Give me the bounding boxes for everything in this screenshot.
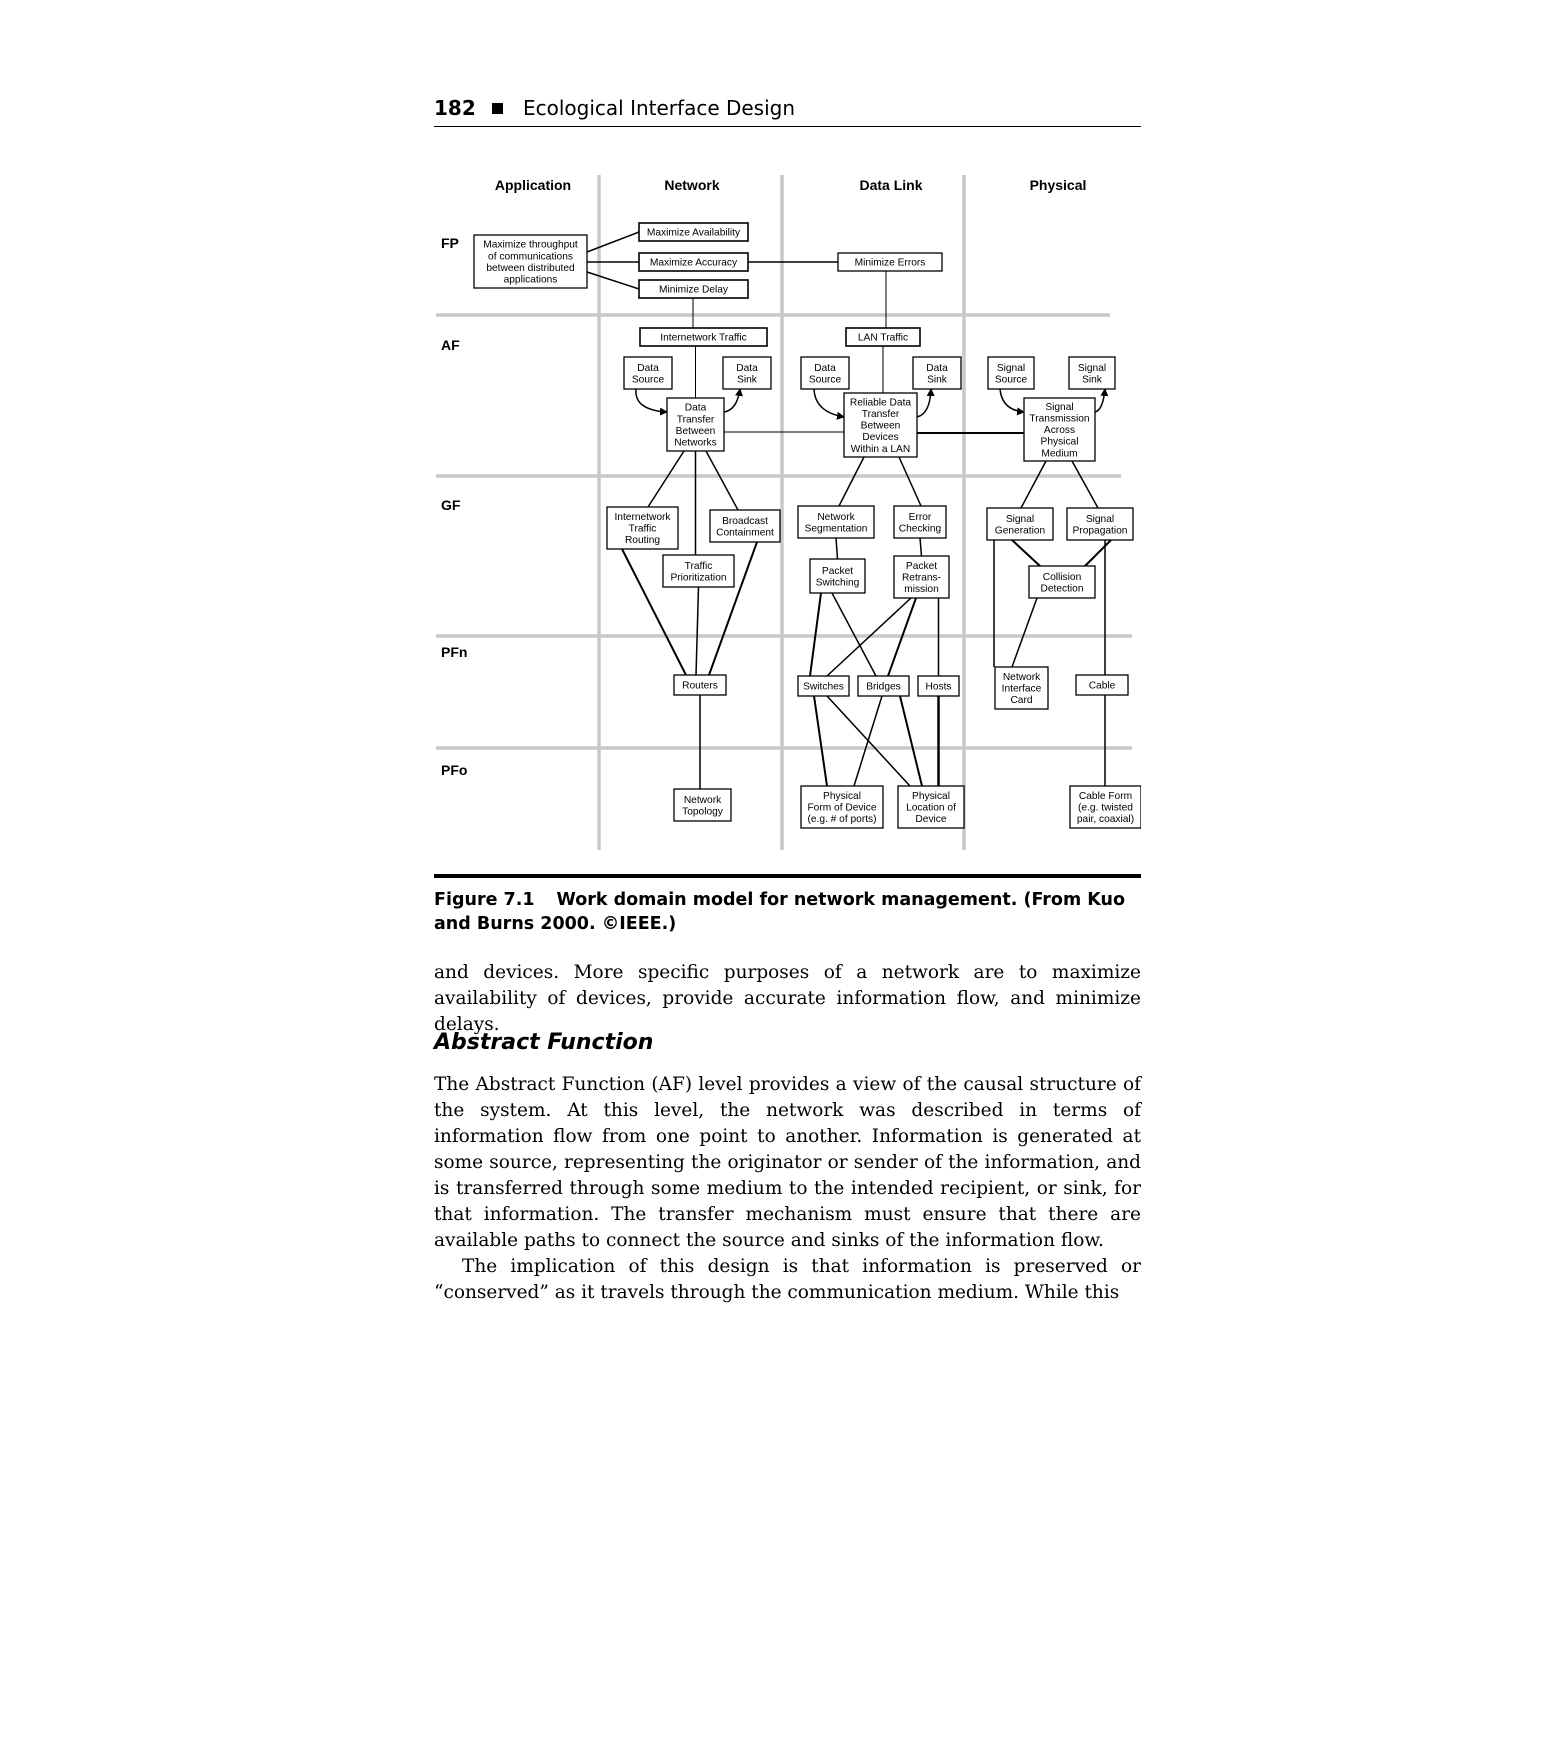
node-text: Propagation bbox=[1072, 525, 1128, 537]
node-text: Minimize Delay bbox=[658, 284, 729, 296]
node-text: Network bbox=[817, 511, 855, 523]
row-label-pfo: PFo bbox=[441, 762, 468, 778]
node-text: Signal bbox=[1077, 362, 1107, 374]
body-paragraph-3: The implication of this design is that information is preserved or “conserved” as it travels through the communication medium. While this bbox=[434, 1256, 1141, 1303]
arrow-source-to-transfer-datalink bbox=[814, 389, 844, 417]
link-19 bbox=[920, 538, 922, 556]
node-text: LAN Traffic bbox=[857, 332, 909, 344]
node-text: Hosts bbox=[925, 681, 952, 693]
node-text: Devices bbox=[862, 432, 899, 444]
arrow-transfer-to-sink-datalink bbox=[917, 389, 931, 417]
node-sig-prop bbox=[1067, 508, 1133, 540]
node-switches bbox=[798, 676, 849, 696]
node-text: Card bbox=[1010, 695, 1033, 707]
node-text: Switching bbox=[815, 577, 860, 589]
node-hosts bbox=[918, 676, 959, 696]
node-sig-sink bbox=[1069, 357, 1115, 389]
section-heading: Abstract Function bbox=[434, 1030, 654, 1055]
node-text: Physical bbox=[823, 790, 861, 802]
link-13 bbox=[706, 451, 738, 510]
node-text: Networks bbox=[674, 437, 717, 449]
node-net-ds bbox=[624, 357, 672, 389]
node-net-seg bbox=[798, 506, 874, 538]
figure-rule bbox=[434, 874, 1141, 878]
figure-caption-text: Work domain model for network management. (From Kuo and Burns 2000. ©IEEE.) bbox=[434, 890, 1126, 934]
work-domain-diagram bbox=[434, 160, 1141, 850]
node-min-err bbox=[838, 253, 942, 271]
node-text: Data bbox=[637, 362, 659, 374]
node-text: Data bbox=[684, 402, 707, 414]
node-text: Network bbox=[683, 794, 722, 806]
node-text: Source bbox=[994, 374, 1028, 386]
node-text: of communications bbox=[488, 251, 573, 263]
node-text: Physical bbox=[912, 790, 950, 802]
figure-label: Figure 7.1 bbox=[434, 890, 535, 910]
node-nic bbox=[995, 667, 1048, 709]
node-text: between distributed bbox=[486, 262, 575, 274]
link-31 bbox=[1012, 598, 1037, 667]
link-36 bbox=[854, 696, 882, 786]
node-text: Containment bbox=[716, 527, 774, 539]
node-text: Segmentation bbox=[804, 523, 868, 535]
node-cable-form bbox=[1070, 786, 1141, 828]
node-text: Transmission bbox=[1029, 413, 1090, 425]
node-text: Routing bbox=[624, 535, 661, 547]
node-err-check bbox=[894, 506, 946, 538]
node-text: Data bbox=[736, 362, 758, 374]
node-text: Across bbox=[1043, 425, 1076, 437]
body-paragraph-1: and devices. More specific purposes of a network are to maximize availability of devices, provide accurate information flow, and minimize delays. bbox=[434, 962, 1141, 1035]
node-sig-tx bbox=[1024, 398, 1095, 461]
node-text: Signal bbox=[1005, 513, 1035, 525]
node-routers bbox=[674, 675, 726, 695]
link-17 bbox=[1072, 461, 1098, 508]
node-text: applications bbox=[503, 274, 558, 286]
link-37 bbox=[900, 696, 922, 786]
node-phys-form bbox=[801, 786, 883, 828]
node-text: Signal bbox=[996, 362, 1026, 374]
node-text: Sink bbox=[737, 374, 757, 386]
node-rdt bbox=[844, 393, 917, 457]
node-text: Routers bbox=[682, 680, 718, 692]
node-traffic-prio bbox=[663, 555, 734, 587]
node-text: Maximize throughput bbox=[483, 239, 578, 251]
node-dl-dk bbox=[913, 357, 961, 389]
row-label-fp: FP bbox=[441, 235, 459, 251]
node-net-dk bbox=[723, 357, 771, 389]
node-text: Form of Device bbox=[807, 802, 877, 814]
link-15 bbox=[899, 457, 921, 506]
node-inet-routing bbox=[607, 507, 678, 549]
node-text: Prioritization bbox=[670, 572, 727, 584]
link-14 bbox=[839, 457, 864, 506]
node-text: Transfer bbox=[861, 408, 900, 420]
node-text: Sink bbox=[1082, 374, 1102, 386]
column-label-3: Data Link bbox=[859, 177, 923, 193]
node-text: Bridges bbox=[866, 681, 901, 693]
link-23 bbox=[696, 587, 699, 675]
node-text: Error bbox=[908, 511, 932, 523]
link-20 bbox=[1012, 540, 1040, 566]
column-label-4: Physical bbox=[1029, 177, 1087, 193]
node-text: Data bbox=[926, 362, 948, 374]
node-text: Internetwork bbox=[614, 511, 671, 523]
node-bcast bbox=[710, 510, 780, 542]
link-1 bbox=[587, 232, 639, 252]
node-cable bbox=[1076, 675, 1128, 695]
row-label-pfn: PFn bbox=[441, 644, 468, 660]
work-domain-figure bbox=[434, 160, 1141, 855]
node-phys-loc bbox=[898, 786, 964, 828]
node-text: Source bbox=[808, 374, 842, 386]
node-text: (e.g. twisted bbox=[1078, 802, 1133, 814]
node-text: Cable bbox=[1088, 680, 1116, 692]
arrow-transfer-to-sink-network bbox=[724, 389, 740, 412]
node-text: Maximize Availability bbox=[646, 227, 741, 239]
page-header bbox=[434, 96, 1141, 127]
node-text: Checking bbox=[898, 523, 942, 535]
node-text: Signal bbox=[1045, 401, 1074, 413]
node-text: Switches bbox=[803, 681, 844, 693]
node-text: Device bbox=[915, 814, 947, 826]
node-text: Within a LAN bbox=[850, 443, 911, 455]
node-max-avail bbox=[639, 223, 748, 241]
node-lan-traffic bbox=[846, 328, 920, 346]
node-text: Data bbox=[814, 362, 836, 374]
node-text: mission bbox=[904, 584, 939, 596]
arrow-transfer-to-sink-physical bbox=[1095, 389, 1105, 412]
link-11 bbox=[648, 451, 684, 507]
row-label-af: AF bbox=[441, 337, 460, 353]
node-text: Generation bbox=[994, 525, 1046, 537]
node-text: (e.g. # of ports) bbox=[807, 814, 877, 826]
node-sig-gen bbox=[987, 508, 1053, 540]
node-pkt-sw bbox=[810, 559, 865, 593]
node-text: Packet bbox=[821, 565, 854, 577]
column-label-2: Network bbox=[664, 177, 720, 193]
node-app-fp bbox=[474, 235, 587, 288]
node-text: Between bbox=[860, 420, 901, 432]
arrow-source-to-transfer-physical bbox=[1000, 389, 1024, 412]
node-dl-ds bbox=[801, 357, 849, 389]
node-pkt-retx bbox=[894, 556, 949, 598]
node-text: Signal bbox=[1085, 513, 1115, 525]
node-text: Medium bbox=[1041, 448, 1078, 460]
node-text: Source bbox=[631, 374, 665, 386]
node-text: Minimize Errors bbox=[854, 257, 926, 269]
node-text: pair, coaxial) bbox=[1076, 814, 1135, 826]
node-text: Cable Form bbox=[1078, 790, 1133, 802]
link-18 bbox=[836, 538, 838, 559]
link-21 bbox=[1085, 540, 1111, 566]
body-paragraph-2: The Abstract Function (AF) level provides a view of the causal structure of the system. At this level, the network was described in terms of information flow from one point to another. Information is generated at some source, representing the originator or sender of the information, and is transferred through some medium to the intended recipient, or sink, for that information. The transfer mechanism must ensure that there are available paths to connect the source and sinks of the information flow. bbox=[434, 1074, 1141, 1251]
node-text: Transfer bbox=[676, 414, 715, 426]
column-label-1: Application bbox=[494, 177, 572, 193]
node-text: Physical bbox=[1040, 436, 1079, 448]
node-text: Reliable Data bbox=[849, 397, 912, 409]
header-square-icon bbox=[492, 103, 503, 114]
page-number: 182 bbox=[434, 96, 476, 120]
node-text: Packet bbox=[905, 560, 938, 572]
node-text: Traffic bbox=[628, 523, 657, 535]
node-text: Internetwork Traffic bbox=[660, 332, 747, 344]
node-max-acc bbox=[639, 253, 748, 271]
node-coll-det bbox=[1029, 566, 1095, 598]
node-text: Between bbox=[675, 425, 716, 437]
node-text: Topology bbox=[682, 806, 723, 818]
node-text: Maximize Accuracy bbox=[649, 257, 738, 269]
node-text: Retrans- bbox=[901, 572, 942, 584]
node-text: Collision bbox=[1042, 571, 1082, 583]
figure-caption bbox=[434, 888, 1141, 936]
link-3 bbox=[587, 272, 639, 289]
node-text: Detection bbox=[1040, 583, 1084, 595]
node-text: Traffic bbox=[684, 560, 713, 572]
node-sig-src bbox=[988, 357, 1034, 389]
arrow-source-to-transfer-network bbox=[636, 389, 667, 412]
node-bridges bbox=[858, 676, 909, 696]
node-dtbn bbox=[667, 398, 724, 451]
link-16 bbox=[1021, 461, 1046, 508]
row-label-gf: GF bbox=[441, 497, 461, 513]
node-inet-traffic bbox=[640, 328, 767, 346]
link-34 bbox=[814, 696, 827, 786]
node-net-topo bbox=[674, 789, 731, 821]
running-head: Ecological Interface Design bbox=[523, 96, 796, 120]
node-text: Network bbox=[1002, 671, 1041, 683]
node-text: Sink bbox=[927, 374, 947, 386]
node-text: Location of bbox=[906, 802, 956, 814]
node-text: Broadcast bbox=[722, 515, 768, 527]
node-min-delay bbox=[639, 280, 748, 298]
node-text: Interface bbox=[1001, 683, 1042, 695]
